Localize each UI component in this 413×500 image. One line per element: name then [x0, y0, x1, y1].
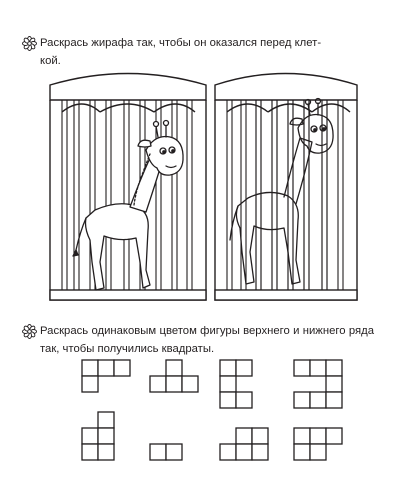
- top-shape-3: [220, 360, 252, 408]
- top-shape-1: [82, 360, 130, 392]
- bottom-shape-3: [220, 428, 268, 460]
- task-1-line-2: кой.: [40, 54, 61, 67]
- task-2-text: Раскрась одинаковым цветом фигуры верхнего и нижнего ряда так, чтобы получились квадраты.: [40, 325, 374, 355]
- bottom-shape-1: [82, 412, 114, 460]
- task-1-line-1: Раскрась жирафа так, чтобы он оказался перед клет-: [40, 37, 322, 49]
- bottom-shape-4: [294, 428, 342, 460]
- bottom-shape-2: [150, 444, 182, 460]
- top-shape-4: [294, 360, 342, 408]
- top-shape-2: [150, 360, 198, 392]
